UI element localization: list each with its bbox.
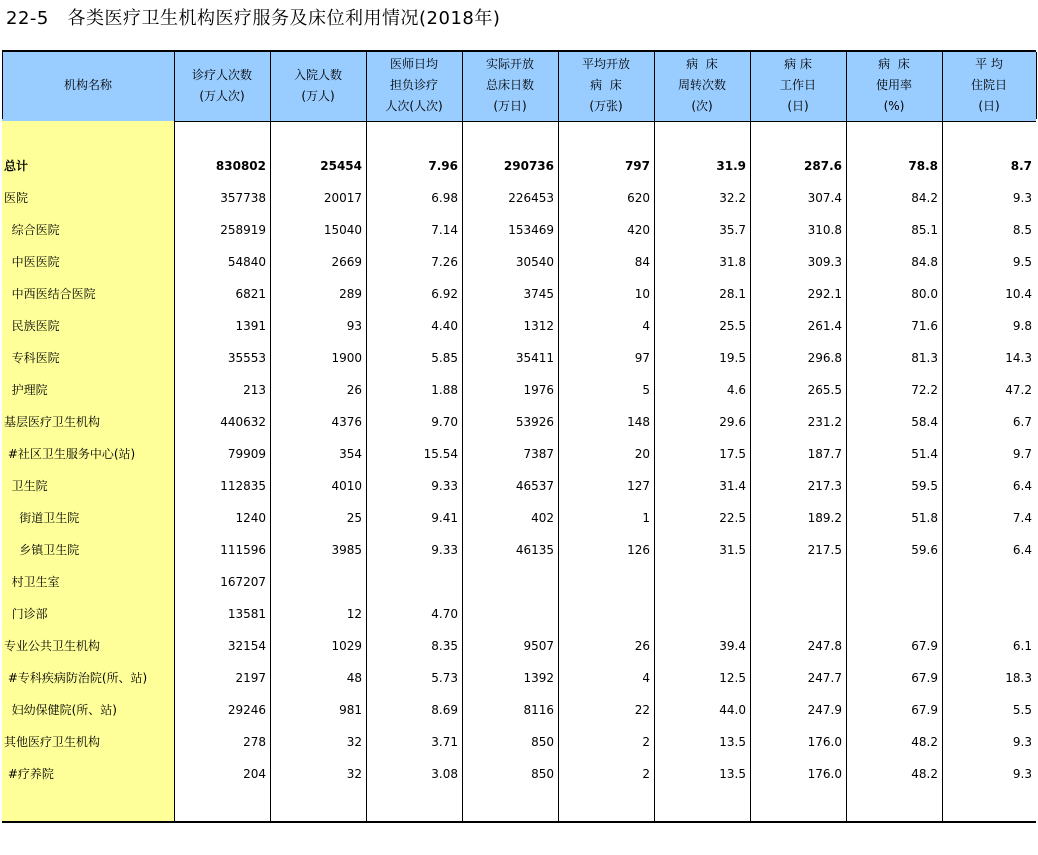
- cell-bed-turnover: 31.5: [719, 543, 746, 557]
- cell-bed-utilization: 48.2: [911, 735, 938, 749]
- cell-bed-turnover: 17.5: [719, 447, 746, 461]
- cell-bed-turnover: 19.5: [719, 351, 746, 365]
- cell-avg-stay: 8.7: [1010, 159, 1032, 173]
- cell-bed-utilization: 67.9: [911, 639, 938, 653]
- cell-visits-per-doctor: 9.33: [431, 543, 458, 557]
- cell-visits-per-doctor: 6.98: [431, 191, 458, 205]
- cell-bed-utilization: 59.5: [911, 479, 938, 493]
- cell-visits-per-doctor: [368, 566, 458, 598]
- row-label: #疗养院: [4, 767, 54, 781]
- cell-bed-days: 1392: [523, 671, 554, 685]
- cell-avg-stay: 7.4: [1012, 511, 1032, 525]
- header-admissions: [270, 52, 366, 119]
- cell-visits: 278: [243, 735, 266, 749]
- cell-admissions: 981: [339, 703, 362, 717]
- cell-bed-days: 35411: [515, 351, 554, 365]
- cell-bed-turnover: 31.8: [719, 255, 746, 269]
- cell-avg-stay: 6.4: [1012, 479, 1032, 493]
- cell-bed-turnover: 4.6: [726, 383, 746, 397]
- cell-visits-per-doctor: 9.33: [431, 479, 458, 493]
- cell-bed-workdays: 176.0: [807, 735, 842, 749]
- cell-admissions: 12: [346, 607, 362, 621]
- cell-visits-per-doctor: 1.88: [431, 383, 458, 397]
- cell-visits-per-doctor: 7.96: [428, 159, 458, 173]
- header-line: (万人): [301, 88, 335, 103]
- row-label: 民族医院: [4, 319, 60, 333]
- cell-bed-utilization: 71.6: [911, 319, 938, 333]
- cell-visits-per-doctor: 8.35: [431, 639, 458, 653]
- cell-visits-per-doctor: 3.71: [431, 735, 458, 749]
- header-line: (日): [787, 99, 809, 113]
- cell-bed-utilization: 78.8: [908, 159, 938, 173]
- cell-admissions: 20017: [323, 191, 362, 205]
- cell-visits: 830802: [215, 159, 266, 173]
- cell-visits-per-doctor: 5.85: [431, 351, 458, 365]
- cell-visits: 2197: [235, 671, 266, 685]
- header-line: 病 床: [590, 78, 622, 92]
- header-line: (日): [978, 99, 1000, 113]
- table-row: [2, 438, 1036, 470]
- cell-avg-open-beds: 2: [642, 767, 650, 781]
- cell-avg-stay: 9.3: [1012, 191, 1032, 205]
- cell-visits: 111596: [220, 543, 266, 557]
- cell-avg-open-beds: 97: [634, 351, 650, 365]
- header-line: (万人次): [199, 88, 245, 103]
- cell-admissions: 48: [346, 671, 362, 685]
- header-line: (%): [883, 99, 905, 113]
- cell-bed-days: 226453: [508, 191, 554, 205]
- cell-bed-days: 1976: [523, 383, 554, 397]
- cell-bed-days: 8116: [523, 703, 554, 717]
- table-row: [2, 598, 1036, 630]
- table-row: [2, 214, 1036, 246]
- cell-bed-turnover: 25.5: [719, 319, 746, 333]
- cell-avg-open-beds: 4: [642, 671, 650, 685]
- row-label: 综合医院: [4, 223, 60, 237]
- header-line: 担负诊疗: [389, 78, 438, 92]
- table-row: [2, 406, 1036, 438]
- cell-visits-per-doctor: 15.54: [423, 447, 458, 461]
- table-row: [2, 566, 1036, 598]
- cell-bed-workdays: 217.3: [807, 479, 842, 493]
- cell-bed-turnover: 31.9: [716, 159, 746, 173]
- cell-avg-open-beds: 620: [627, 191, 650, 205]
- row-label: 中医医院: [4, 255, 60, 269]
- cell-bed-turnover: 39.4: [719, 639, 746, 653]
- cell-bed-days: 9507: [523, 639, 554, 653]
- cell-avg-open-beds: 84: [634, 255, 650, 269]
- cell-bed-workdays: 292.1: [807, 287, 842, 301]
- cell-admissions: 15040: [323, 223, 362, 237]
- cell-bed-utilization: 58.4: [911, 415, 938, 429]
- cell-bed-utilization: 59.6: [911, 543, 938, 557]
- cell-bed-utilization: 72.2: [911, 383, 938, 397]
- header-bed-days: [462, 52, 558, 119]
- header-line: 机构名称: [63, 78, 112, 92]
- cell-visits: 29246: [227, 703, 266, 717]
- cell-avg-stay: 6.7: [1012, 415, 1032, 429]
- cell-bed-utilization: [848, 598, 938, 630]
- cell-visits: 32154: [227, 639, 266, 653]
- cell-admissions: 4010: [331, 479, 362, 493]
- header-line: (次): [691, 99, 713, 113]
- cell-admissions: 354: [339, 447, 362, 461]
- cell-avg-stay: 9.7: [1012, 447, 1032, 461]
- header-line: 人次(人次): [385, 99, 443, 113]
- cell-avg-stay: 5.5: [1012, 703, 1032, 717]
- cell-bed-workdays: 261.4: [807, 319, 842, 333]
- cell-avg-stay: 18.3: [1005, 671, 1032, 685]
- cell-bed-workdays: 296.8: [807, 351, 842, 365]
- table-row: [2, 246, 1036, 278]
- header-line: 病 床: [878, 57, 910, 71]
- cell-bed-days: 46537: [515, 479, 554, 493]
- cell-bed-days: 46135: [515, 543, 554, 557]
- row-label: 专业公共卫生机构: [4, 639, 101, 653]
- table-row: [2, 278, 1036, 310]
- cell-visits: 204: [243, 767, 266, 781]
- cell-visits: 1391: [235, 319, 266, 333]
- cell-avg-open-beds: [560, 598, 650, 630]
- cell-admissions: 93: [346, 319, 362, 333]
- header-line: 医师日均: [389, 57, 438, 71]
- header-line: 诊疗人次数: [191, 67, 252, 82]
- cell-avg-stay: 47.2: [1005, 383, 1032, 397]
- cell-bed-workdays: 231.2: [807, 415, 842, 429]
- cell-bed-utilization: 85.1: [911, 223, 938, 237]
- cell-avg-open-beds: 148: [627, 415, 650, 429]
- cell-visits-per-doctor: 4.40: [431, 319, 458, 333]
- cell-bed-turnover: 32.2: [719, 191, 746, 205]
- cell-visits: 112835: [220, 479, 266, 493]
- header-line: 使用率: [875, 78, 912, 92]
- cell-visits: 13581: [227, 607, 266, 621]
- table-row: [2, 726, 1036, 758]
- header-line: 入院人数: [293, 67, 342, 82]
- cell-admissions: 1029: [331, 639, 362, 653]
- cell-bed-workdays: 247.9: [807, 703, 842, 717]
- cell-visits-per-doctor: 8.69: [431, 703, 458, 717]
- cell-admissions: 4376: [331, 415, 362, 429]
- cell-visits-per-doctor: 7.26: [431, 255, 458, 269]
- cell-visits-per-doctor: 9.70: [431, 415, 458, 429]
- cell-admissions: 32: [346, 767, 362, 781]
- cell-bed-utilization: 84.2: [911, 191, 938, 205]
- cell-bed-workdays: 247.7: [807, 671, 842, 685]
- cell-bed-utilization: 51.4: [911, 447, 938, 461]
- cell-bed-workdays: 307.4: [807, 191, 842, 205]
- cell-avg-open-beds: 420: [627, 223, 650, 237]
- cell-bed-turnover: 12.5: [719, 671, 746, 685]
- table-row: [2, 374, 1036, 406]
- cell-admissions: 3985: [331, 543, 362, 557]
- cell-avg-stay: 14.3: [1005, 351, 1032, 365]
- cell-avg-open-beds: 22: [634, 703, 650, 717]
- header-line: (万张): [589, 99, 623, 113]
- table-row: [2, 630, 1036, 662]
- cell-avg-stay: 10.4: [1005, 287, 1032, 301]
- header-line: 住院日: [970, 78, 1007, 92]
- cell-avg-open-beds: 4: [642, 319, 650, 333]
- cell-bed-turnover: 28.1: [719, 287, 746, 301]
- cell-avg-open-beds: 2: [642, 735, 650, 749]
- cell-bed-utilization: 67.9: [911, 671, 938, 685]
- cell-bed-turnover: 13.5: [719, 767, 746, 781]
- cell-bed-workdays: 310.8: [807, 223, 842, 237]
- cell-bed-workdays: 309.3: [807, 255, 842, 269]
- cell-bed-days: 53926: [515, 415, 554, 429]
- row-label: #社区卫生服务中心(站): [4, 447, 136, 461]
- cell-admissions: 25: [346, 511, 362, 525]
- cell-bed-days: 30540: [515, 255, 554, 269]
- header-line: (万日): [493, 99, 527, 113]
- header-visits-per-doctor: [366, 52, 462, 119]
- header-avg-open-beds: [558, 52, 654, 119]
- cell-avg-stay: 9.8: [1012, 319, 1032, 333]
- table-row: [2, 758, 1036, 790]
- bottom-rule: [2, 821, 1036, 823]
- table-row: [2, 182, 1036, 214]
- table-title: 22-5 各类医疗卫生机构医疗服务及床位利用情况(2018年): [6, 8, 501, 29]
- header-line: 平 均: [975, 57, 1003, 71]
- cell-admissions: [272, 566, 362, 598]
- cell-bed-workdays: [752, 598, 842, 630]
- cell-bed-turnover: 44.0: [719, 703, 746, 717]
- column-divider: [1036, 52, 1037, 119]
- header-line: 周转次数: [677, 78, 726, 92]
- cell-bed-days: [464, 566, 554, 598]
- row-label: 医院: [4, 191, 29, 205]
- header-institution-name: [2, 52, 174, 119]
- cell-visits-per-doctor: 6.92: [431, 287, 458, 301]
- cell-bed-utilization: 51.8: [911, 511, 938, 525]
- cell-bed-workdays: 287.6: [804, 159, 842, 173]
- cell-bed-utilization: 80.0: [911, 287, 938, 301]
- cell-bed-turnover: 13.5: [719, 735, 746, 749]
- cell-avg-open-beds: 5: [642, 383, 650, 397]
- header-line: 病 床: [784, 57, 812, 71]
- cell-bed-turnover: 35.7: [719, 223, 746, 237]
- cell-admissions: 32: [346, 735, 362, 749]
- cell-avg-open-beds: 10: [634, 287, 650, 301]
- cell-avg-open-beds: 126: [627, 543, 650, 557]
- cell-bed-workdays: 189.2: [807, 511, 842, 525]
- cell-visits: 167207: [220, 575, 266, 589]
- row-label: 其他医疗卫生机构: [4, 735, 101, 749]
- table-row: [2, 342, 1036, 374]
- cell-visits: 213: [243, 383, 266, 397]
- cell-bed-days: 1312: [523, 319, 554, 333]
- row-label: 门诊部: [4, 607, 48, 621]
- cell-avg-stay: 8.5: [1012, 223, 1032, 237]
- cell-avg-open-beds: 127: [627, 479, 650, 493]
- cell-bed-workdays: 247.8: [807, 639, 842, 653]
- cell-visits: 79909: [227, 447, 266, 461]
- cell-visits: 1240: [235, 511, 266, 525]
- cell-avg-stay: 6.1: [1012, 639, 1032, 653]
- cell-visits: 357738: [220, 191, 266, 205]
- cell-visits-per-doctor: 3.08: [431, 767, 458, 781]
- row-label: 中西医结合医院: [4, 287, 96, 301]
- cell-visits: 54840: [227, 255, 266, 269]
- row-label: 基层医疗卫生机构: [4, 415, 101, 429]
- header-line: 实际开放: [485, 57, 534, 71]
- header-bed-workdays: [750, 52, 846, 119]
- cell-visits: 258919: [220, 223, 266, 237]
- cell-visits-per-doctor: 9.41: [431, 511, 458, 525]
- row-label: 村卫生室: [4, 575, 60, 589]
- cell-bed-workdays: 265.5: [807, 383, 842, 397]
- cell-bed-days: 402: [531, 511, 554, 525]
- header-visits: [174, 52, 270, 119]
- cell-avg-stay: [944, 598, 1032, 630]
- table-row: [2, 470, 1036, 502]
- header-bed-utilization: [846, 52, 942, 119]
- cell-visits: 440632: [220, 415, 266, 429]
- row-label: 总计: [4, 159, 29, 173]
- row-label: 护理院: [4, 383, 48, 397]
- header-avg-stay: [942, 52, 1036, 119]
- row-label: #专科疾病防治院(所、站): [4, 671, 148, 685]
- header-bed-turnover: [654, 52, 750, 119]
- cell-avg-stay: 9.3: [1012, 735, 1032, 749]
- cell-bed-turnover: [656, 598, 746, 630]
- header-line: 病 床: [686, 57, 718, 71]
- cell-avg-stay: [944, 566, 1032, 598]
- cell-bed-turnover: 29.6: [719, 415, 746, 429]
- row-label: 街道卫生院: [4, 511, 80, 525]
- cell-bed-days: 850: [531, 735, 554, 749]
- cell-avg-open-beds: 26: [634, 639, 650, 653]
- cell-bed-days: [464, 598, 554, 630]
- cell-bed-days: 7387: [523, 447, 554, 461]
- row-label: 乡镇卫生院: [4, 543, 80, 557]
- table-row: [2, 534, 1036, 566]
- cell-visits-per-doctor: 5.73: [431, 671, 458, 685]
- cell-visits: 35553: [227, 351, 266, 365]
- cell-avg-open-beds: 20: [634, 447, 650, 461]
- cell-visits-per-doctor: 4.70: [431, 607, 458, 621]
- cell-visits: 6821: [235, 287, 266, 301]
- cell-bed-turnover: [656, 566, 746, 598]
- header-line: 总床日数: [485, 78, 534, 92]
- cell-avg-open-beds: [560, 566, 650, 598]
- row-label: 妇幼保健院(所、站): [4, 703, 117, 717]
- cell-admissions: 2669: [331, 255, 362, 269]
- row-label: 专科医院: [4, 351, 60, 365]
- cell-bed-utilization: 67.9: [911, 703, 938, 717]
- table-row: [2, 502, 1036, 534]
- cell-bed-turnover: 22.5: [719, 511, 746, 525]
- cell-bed-workdays: [752, 566, 842, 598]
- cell-avg-stay: 9.3: [1012, 767, 1032, 781]
- cell-admissions: 289: [339, 287, 362, 301]
- cell-bed-workdays: 176.0: [807, 767, 842, 781]
- cell-bed-utilization: [848, 566, 938, 598]
- cell-bed-turnover: 31.4: [719, 479, 746, 493]
- cell-bed-days: 153469: [508, 223, 554, 237]
- header-line: 平均开放: [581, 57, 630, 71]
- cell-avg-open-beds: 797: [624, 159, 650, 173]
- cell-bed-days: 3745: [523, 287, 554, 301]
- cell-bed-utilization: 81.3: [911, 351, 938, 365]
- cell-admissions: 25454: [320, 159, 362, 173]
- cell-bed-utilization: 84.8: [911, 255, 938, 269]
- table-row: [2, 150, 1036, 182]
- cell-bed-workdays: 187.7: [807, 447, 842, 461]
- cell-admissions: 1900: [331, 351, 362, 365]
- cell-avg-stay: 9.5: [1012, 255, 1032, 269]
- cell-admissions: 26: [346, 383, 362, 397]
- row-label: 卫生院: [4, 479, 48, 493]
- table-row: [2, 310, 1036, 342]
- cell-bed-days: 850: [531, 767, 554, 781]
- header-line: 工作日: [779, 78, 816, 92]
- cell-bed-utilization: 48.2: [911, 767, 938, 781]
- table-row: [2, 662, 1036, 694]
- table-row: [2, 694, 1036, 726]
- cell-avg-stay: 6.4: [1012, 543, 1032, 557]
- cell-bed-days: 290736: [503, 159, 554, 173]
- cell-bed-workdays: 217.5: [807, 543, 842, 557]
- cell-visits-per-doctor: 7.14: [431, 223, 458, 237]
- cell-avg-open-beds: 1: [642, 511, 650, 525]
